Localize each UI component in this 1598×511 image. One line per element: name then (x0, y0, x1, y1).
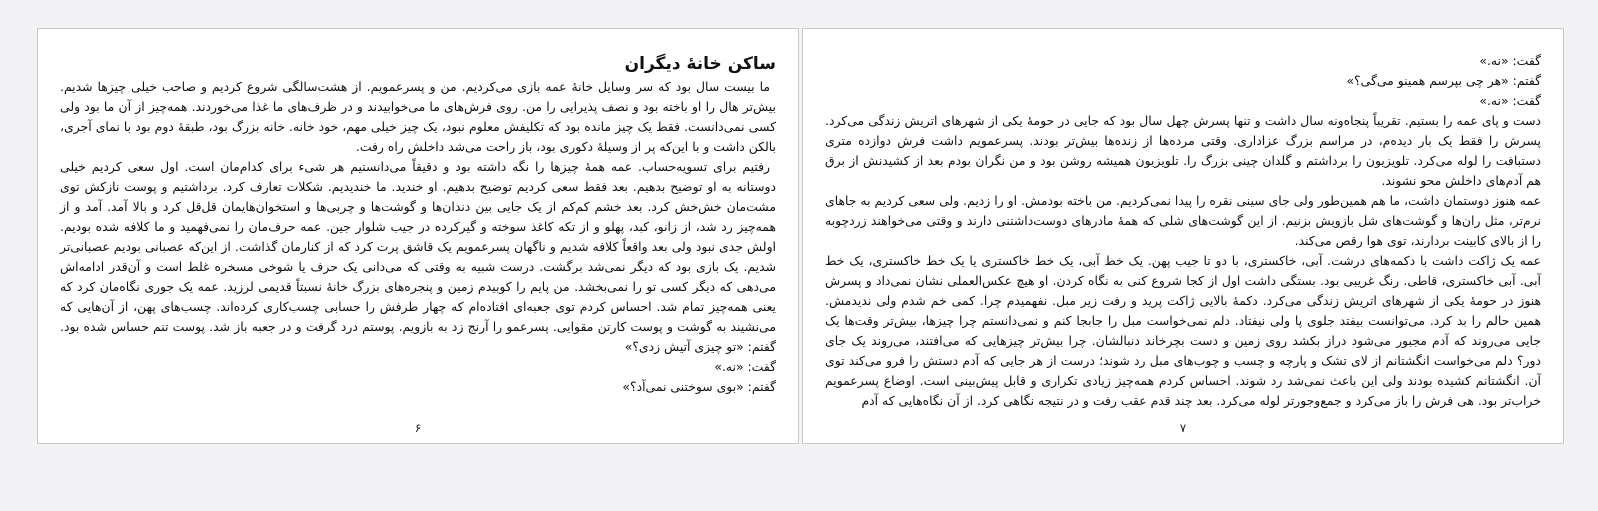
paragraph: رفتیم برای تسویه‌حساب. عمه همهٔ چیزها را نگه داشته بود و دقیقاً می‌دانستیم هر شیء برای کدام‌مان است. اول سعی کردیم خیلی دوستانه به او توضیح بدهیم. بعد فقط سعی کردیم توضیح بدهیم. او خندید. ما خندیدیم. شکلات تعارف کرد. برداشتیم و پوست نازکش توی مشت‌مان خش‌خش کرد. بعد خشم کم‌کم از یک جایی بین دندان‌ها و گوشت‌ها و چربی‌ها و استخوان‌هایمان قل‌قل کرد و بالا آمد. آمد و از همه‌چیز رد شد، از زانو، کبد، پهلو و از تکه کاغذ سوخته و گیرکرده در جیب شلوار جین. عمه حرف‌مان را نمی‌فهمید و ما کلافه شده بودیم. اولش جدی نبود ولی بعد واقعاً کلافه شدیم و ناگهان پسرعمویم یک قاشق پرت کرد که از کنارمان گذاشت. از این‌که عصبانی بودیم عصبانی‌تر شدیم. یک بازی بود که دیگر نمی‌شد برگشت. درست شبیه به وقتی که می‌دانی یک حرف یا شوخی مسخره غلط است و آن‌قدر ادامه‌اش می‌دهی که دیگر کسی تو را نمی‌بخشد. من پایم را کوبیدم زمین و پنجره‌های بزرگ خانهٔ نسبتاً قدیمی لرزید. عمه یک جوری نگاه‌مان کرد که یعنی همه‌چیز تمام شد. احساس کردم توی جعبه‌ای افتاده‌ام که چهار طرفش را حسابی چسب‌کاری کرده‌اند. چسب‌های پهن، از آن‌هایی که می‌نشیند به گوشت و پوست کارتن مقوایی. پسرعمو را آرنج زد به بازویم. پوستم درد گرفت و در جعبه باز شد. پوست تنم حساس شده بود. گفتم: «تو چیزی آتیش زدی؟» (60, 159, 776, 354)
left-page (37, 28, 799, 444)
right-page-content (825, 51, 1541, 411)
left-page-content (60, 51, 776, 397)
dialogue-line: گفت: «نه.» (714, 359, 776, 374)
story-title: ساکن خانهٔ دیگران (624, 54, 776, 74)
dialogue-line: گفت: «نه.» (1479, 93, 1541, 108)
paragraph: ما بیست سال بود که سر وسایل خانهٔ عمه بازی می‌کردیم. من و پسرعمویم. از هشت‌سالگی شروع کردیم و صاحب خیلی چیزها شدیم. بیش‌تر هال را او باخته بود و نصف پذیرایی را من. روی فرش‌های ما می‌خوابیدند و در ظرف‌های ما غذا می‌خوردند. همه‌چیز از آن ما بود ولی کسی نمی‌دانست. فقط یک چیز مانده بود که تکلیفش معلوم نبود، یک چیز خیلی مهم، خود خانه. خانه بزرگ بود، طبقهٔ دوم بود با نمای آجری، بالکن داشت و با این‌که پر از وسیلهٔ دکوری بود، باز راحت می‌شد داخلش راه رفت. (60, 79, 776, 154)
page-number: ۷ (1179, 421, 1187, 435)
paragraph: عمه هنوز دوستمان داشت، ما هم همین‌طور ولی جای سینی نقره را پیدا نمی‌کردیم. من باخته بودمش. او را زدیم. ولی سعی کردیم به جاهای نرم‌تر، مثل ران‌ها و گوشت‌های شل بازویش بزنیم. از این گوشت‌های شلی که همهٔ مادرهای دوست‌داشتنی دارند و وقتی می‌خواهند زردچوبه را از بالای کابینت بردارند، توی هوا رقص می‌کند. (825, 193, 1541, 248)
dialogue-line: گفت: «نه.» (1479, 53, 1541, 68)
right-page (802, 28, 1564, 444)
dialogue-line: گفتم: «بوی سوختنی نمی‌آد؟» (622, 379, 776, 394)
paragraph: عمه یک ژاکت داشت با دکمه‌های درشت. آبی، خاکستری، با دو تا جیب پهن. یک خط آبی، یک خط خاکستری یا یک خط خاکستری، یک خط آبی. آبی خاکستری، قاطی. رنگ غریبی بود. بستگی داشت اول از کجا شروع کنی به نگاه کردن. او هیچ عکس‌العملی نشان نمی‌داد و پسرش هنوز در حومهٔ یکی از شهرهای اتریش زندگی می‌کرد. دکمهٔ بالایی ژاکت پرید و رفت زیر مبل. نفهمیدم چرا. کمی خم شدم ولی ندیدمش. همین حالم را بد کرد. می‌توانست بیفتد جلوی پا ولی نیفتاد. دلم نمی‌خواست مبل را جابجا کنم و نمی‌دانستم چرا چیزها، بیش‌تر وقت‌ها یک جایی می‌روند که آدم مجبور می‌شود دراز بکشد روی زمین و دست بچرخاند دنبالشان. چرا بیش‌تر چیزهایی که می‌افتند، می‌روند یک جای دور؟ دلم می‌خواست انگشتانم از لای تشک و پارچه و چسب و چوب‌های مبل رد شوند؛ درست از هر جایی که آدم دستش را فرو می‌کند توی آن. انگشتانم کشیده بودند ولی این باعث نمی‌شد رد شوند. احساس کردم همه‌چیز زیادی تکراری و قابل پیش‌بینی است. اوضاع پسرعمویم خراب‌تر بود. هی فرش را باز می‌کرد و جمع‌وجورتر لوله می‌کرد. بعد چند قدم عقب رفت و در نتیجه نگاهی کرد. از آن نگاه‌هایی که آدم (825, 253, 1541, 408)
dialogue-line: گفتم: «هر چی بپرسم همینو می‌گی؟» (1346, 73, 1541, 88)
paragraph: دست و پای عمه را بستیم. تقریباً پنجاه‌ونه سال داشت و تنها پسرش چهل سال بود که جایی در حومهٔ یکی از شهرهای اتریش زندگی می‌کرد. پسرش را فقط یک بار دیده‌م، در مراسم بزرگ عزاداری. وقتی مرده‌ها از زنده‌ها بیش‌تر بودند. پسرعمویم داشت فرش دوازده متری دستبافت را لوله می‌کرد. تلویزیون را برداشتم و گلدان چینی بزرگ را. تلویزیون همیشه روشن بود و من نگران بودم بعد از کشیدنش از برق هم آدم‌های داخلش محو نشوند. (825, 113, 1541, 188)
page-number: ۶ (414, 421, 422, 435)
